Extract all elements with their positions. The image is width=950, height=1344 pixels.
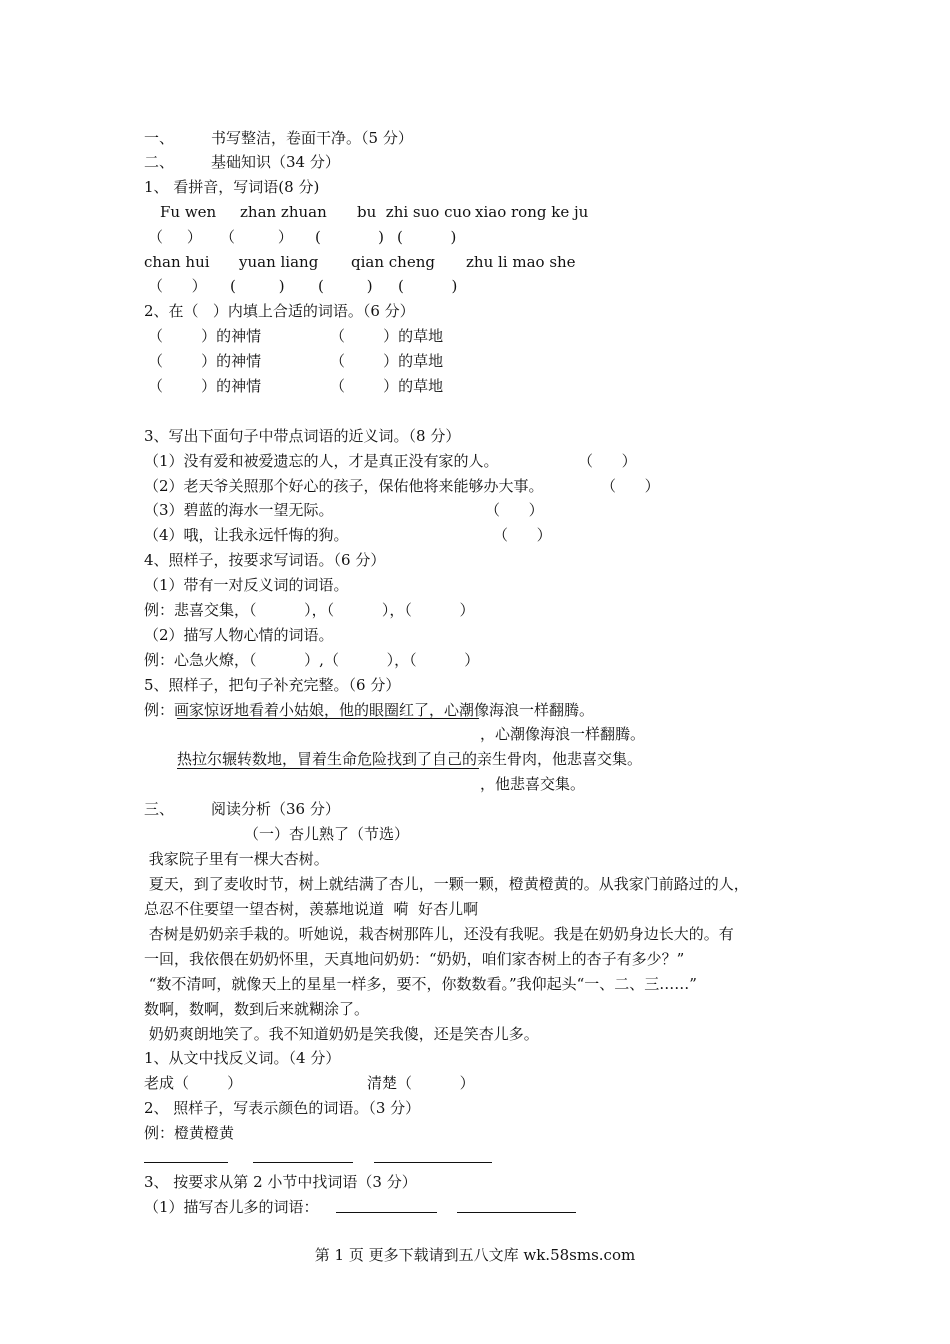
answer-bracket[interactable]: （ ）: [578, 452, 637, 470]
answer-bracket[interactable]: ( ): [315, 228, 384, 246]
section-1-number: 一、: [144, 129, 175, 147]
pinyin-item: yuan liang: [239, 253, 319, 271]
reading-line: “数不清呵，就像天上的星星一样多，要不，你数数看。”我仰起头“一、二、三……”: [144, 975, 697, 993]
section-1-title: 书写整洁，卷面干净。（5 分）: [211, 129, 413, 147]
q4-title: 4、照样子，按要求写词语。（6 分）: [144, 551, 386, 569]
answer-bracket[interactable]: （ ）: [493, 526, 552, 544]
pinyin-item: xiao rong ke ju: [475, 203, 589, 221]
q5-title: 5、照样子，把句子补充完整。（6 分）: [144, 676, 401, 694]
fill-blank-phrase[interactable]: （ ）的神情: [148, 327, 262, 345]
answer-bracket[interactable]: （ ）: [220, 228, 293, 246]
q5-blank-2-tail: ，他悲喜交集。: [480, 775, 586, 793]
section-3-number: 三、: [144, 800, 175, 818]
reading-line: 总忍不住要望一望杏树，羡慕地说道 嗬 好杏儿啊: [144, 900, 479, 918]
fill-blank-phrase[interactable]: （ ）的草地: [330, 377, 444, 395]
fill-blank-phrase[interactable]: （ ）的神情: [148, 377, 262, 395]
fill-blank-phrase[interactable]: （ ）的草地: [330, 352, 444, 370]
q2-title: 2、在（ ）内填上合适的词语。（6 分）: [144, 302, 415, 320]
answer-underline[interactable]: [177, 768, 479, 769]
pinyin-item: qian cheng: [351, 253, 435, 271]
reading-title: （一）杏儿熟了（节选）: [244, 825, 410, 843]
q4-example-2[interactable]: 例：心急火燎，（ ）,（ ），（ ）: [144, 651, 480, 669]
rq3-sub: （1）描写杏儿多的词语：: [144, 1198, 319, 1216]
answer-bracket[interactable]: ( ): [398, 277, 458, 295]
reading-line: 奶奶爽朗地笑了。我不知道奶奶是笑我傻，还是笑杏儿多。: [144, 1025, 539, 1043]
answer-bracket[interactable]: （ ）: [148, 277, 207, 295]
answer-underline[interactable]: [457, 1212, 576, 1213]
rq3-title: 3、 按要求从第 2 小节中找词语（3 分）: [144, 1173, 417, 1191]
answer-bracket[interactable]: （ ）: [148, 228, 202, 246]
answer-underline[interactable]: [336, 1212, 437, 1213]
page-footer: 第 1 页 更多下载请到五八文库 wk.58sms.com: [314, 1246, 636, 1264]
rq1-title: 1、从文中找反义词。（4 分）: [144, 1049, 341, 1067]
reading-line: 我家院子里有一棵大杏树。: [144, 850, 329, 868]
rq2-example: 例：橙黄橙黄: [144, 1124, 235, 1142]
section-2-number: 二、: [144, 153, 175, 171]
q5-example: 例：画家惊讶地看着小姑娘，他的眼圈红了，心潮像海浪一样翻腾。: [144, 701, 595, 719]
pinyin-item: bu zhi suo cuo: [357, 203, 472, 221]
section-2-title: 基础知识（34 分）: [211, 153, 340, 171]
fill-blank-phrase[interactable]: （ ）的神情: [148, 352, 262, 370]
q3-item: （4）哦，让我永远忏悔的狗。: [144, 526, 349, 544]
rq1-right[interactable]: 清楚（ ）: [367, 1074, 475, 1092]
pinyin-item: Fu wen: [160, 203, 217, 221]
reading-line: 杏树是奶奶亲手栽的。听她说，栽杏树那阵儿，还没有我呢。我是在奶奶身边长大的。有: [144, 925, 734, 943]
section-3-title: 阅读分析（36 分）: [211, 800, 340, 818]
answer-bracket[interactable]: （ ）: [485, 501, 544, 519]
rq2-title: 2、 照样子，写表示颜色的词语。（3 分）: [144, 1099, 421, 1117]
reading-line: 夏天，到了麦收时节，树上就结满了杏儿，一颗一颗，橙黄橙黄的。从我家门前路过的人，: [144, 875, 749, 893]
q3-title: 3、写出下面句子中带点词语的近义词。（8 分）: [144, 427, 461, 445]
answer-bracket[interactable]: （ ）: [601, 477, 660, 495]
q3-item: （1）没有爱和被爱遗忘的人，才是真正没有家的人。: [144, 452, 499, 470]
answer-bracket[interactable]: ( ): [230, 277, 285, 295]
q3-item: （3）碧蓝的海水一望无际。: [144, 501, 334, 519]
q5-blank-1-tail: ，心潮像海浪一样翻腾。: [480, 725, 646, 743]
answer-bracket[interactable]: ( ): [318, 277, 373, 295]
reading-line: 数啊，数啊，数到后来就糊涂了。: [144, 1000, 370, 1018]
q1-title: 1、 看拼音，写词语(8 分): [144, 178, 320, 196]
q4-sub-2: （2）描写人物心情的词语。: [144, 626, 334, 644]
answer-underline[interactable]: [177, 718, 479, 719]
rq1-left[interactable]: 老成（ ）: [144, 1074, 243, 1092]
answer-underline[interactable]: [253, 1162, 353, 1163]
q4-example-1[interactable]: 例：悲喜交集，（ ），（ ），（ ）: [144, 601, 475, 619]
q3-item: （2）老天爷关照那个好心的孩子，保佑他将来能够办大事。: [144, 477, 544, 495]
reading-line: 一回，我依偎在奶奶怀里，天真地问奶奶：“奶奶，咱们家杏树上的杏子有多少？”: [144, 950, 685, 968]
fill-blank-phrase[interactable]: （ ）的草地: [330, 327, 444, 345]
pinyin-item: zhu li mao she: [466, 253, 576, 271]
pinyin-item: chan hui: [144, 253, 210, 271]
answer-underline[interactable]: [144, 1162, 228, 1163]
answer-bracket[interactable]: ( ): [397, 228, 457, 246]
pinyin-item: zhan zhuan: [240, 203, 327, 221]
q5-sentence-2: 热拉尔辗转数地，冒着生命危险找到了自己的亲生骨肉，他悲喜交集。: [177, 750, 643, 768]
q4-sub-1: （1）带有一对反义词的词语。: [144, 576, 349, 594]
answer-underline[interactable]: [374, 1162, 492, 1163]
